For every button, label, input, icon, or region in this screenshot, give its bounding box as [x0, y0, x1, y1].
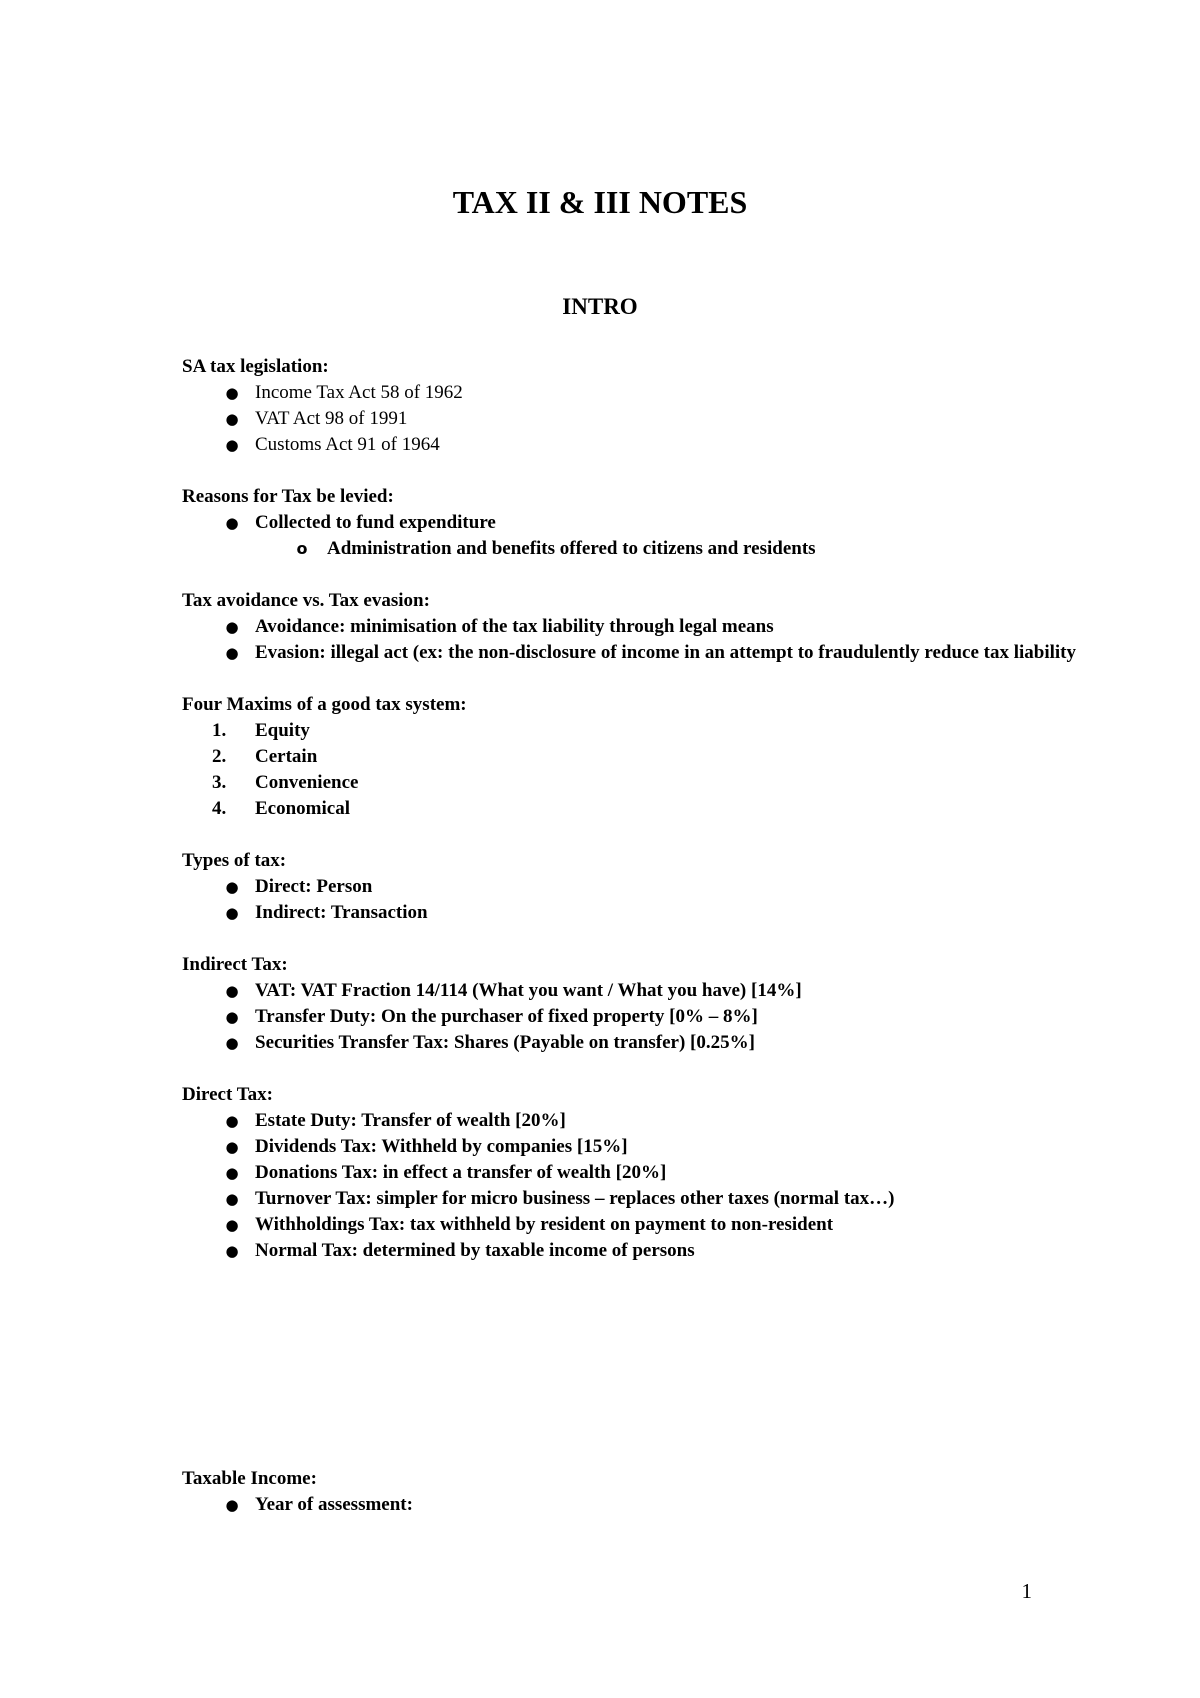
list-item: ● Avoidance: minimisation of the tax liability through legal means — [182, 614, 1122, 640]
section-heading: Taxable Income: — [182, 1468, 317, 1489]
bullet-icon: ● — [225, 982, 239, 1000]
section-avoidance-evasion — [182, 588, 1122, 666]
bullet-icon: ● — [225, 1216, 239, 1234]
list-item: ● Normal Tax: determined by taxable income of persons — [182, 1238, 1122, 1264]
section-heading: Indirect Tax: — [182, 954, 288, 975]
list-item: ● Withholdings Tax: tax withheld by resident on payment to non-resident — [182, 1212, 1122, 1238]
list-item: 1. Equity — [182, 718, 1122, 744]
bullet-list — [182, 614, 1122, 666]
bullet-icon: ● — [225, 1164, 239, 1182]
list-item: 4. Economical — [182, 796, 1122, 822]
list-item: 3. Convenience — [182, 770, 1122, 796]
bullet-icon: ● — [225, 618, 239, 636]
bullet-list — [182, 380, 1122, 458]
bullet-icon: ● — [225, 1190, 239, 1208]
list-item: ● Estate Duty: Transfer of wealth [20%] — [182, 1108, 1122, 1134]
bullet-icon: ● — [225, 1034, 239, 1052]
list-item: ● Turnover Tax: simpler for micro business – replaces other taxes (normal tax…) — [182, 1186, 1122, 1212]
section-heading: SA tax legislation: — [182, 356, 329, 377]
section-heading: Direct Tax: — [182, 1084, 273, 1105]
list-item: ● Year of assessment: — [182, 1492, 1122, 1518]
list-item: ● Evasion: illegal act (ex: the non-disclosure of income in an attempt to fraudulently reduce tax liability — [182, 640, 1122, 666]
bullet-icon: ● — [225, 514, 239, 532]
bullet-icon: ● — [225, 904, 239, 922]
notes-content — [182, 354, 1122, 1544]
bullet-icon: ● — [225, 1138, 239, 1156]
list-item: ● Customs Act 91 of 1964 — [182, 432, 1122, 458]
bullet-icon: ● — [225, 384, 239, 402]
section-heading: Reasons for Tax be levied: — [182, 486, 394, 507]
list-item: ● Direct: Person — [182, 874, 1122, 900]
section-heading: Types of tax: — [182, 850, 287, 871]
bullet-icon: ● — [225, 644, 239, 662]
bullet-list — [182, 978, 1122, 1056]
section-four-maxims — [182, 692, 1122, 822]
section-taxable-income — [182, 1466, 1122, 1518]
list-item: ● Dividends Tax: Withheld by companies [15%] — [182, 1134, 1122, 1160]
list-item: ● Transfer Duty: On the purchaser of fixed property [0% – 8%] — [182, 1004, 1122, 1030]
list-item: ● VAT: VAT Fraction 14/114 (What you want / What you have) [14%] — [182, 978, 1122, 1004]
bullet-list — [182, 874, 1122, 926]
bullet-list — [182, 1492, 1122, 1518]
sub-list-item: o Administration and benefits offered to citizens and residents — [182, 536, 1122, 562]
circle-bullet-icon: o — [296, 539, 308, 558]
numbered-list — [182, 718, 1122, 822]
list-item: ● Indirect: Transaction — [182, 900, 1122, 926]
document-title: TAX II & III NOTES — [452, 184, 748, 220]
section-legislation — [182, 354, 1122, 458]
bullet-icon: ● — [225, 878, 239, 896]
list-number: 4. — [212, 798, 227, 819]
list-item: ● Donations Tax: in effect a transfer of wealth [20%] — [182, 1160, 1122, 1186]
bullet-list — [182, 510, 1122, 562]
section-types-of-tax — [182, 848, 1122, 926]
bullet-icon: ● — [225, 410, 239, 428]
bullet-icon: ● — [225, 436, 239, 454]
section-indirect-tax — [182, 952, 1122, 1056]
section-heading: Tax avoidance vs. Tax evasion: — [182, 590, 430, 611]
list-item: ● VAT Act 98 of 1991 — [182, 406, 1122, 432]
page-number: 1 — [1021, 1579, 1032, 1603]
bullet-icon: ● — [225, 1496, 239, 1514]
section-reasons — [182, 484, 1122, 562]
list-number: 3. — [212, 772, 227, 793]
bullet-list — [182, 1108, 1122, 1264]
list-item: ● Income Tax Act 58 of 1962 — [182, 380, 1122, 406]
section-direct-tax — [182, 1082, 1122, 1264]
section-heading: Four Maxims of a good tax system: — [182, 694, 467, 715]
list-item: ● Securities Transfer Tax: Shares (Payable on transfer) [0.25%] — [182, 1030, 1122, 1056]
list-number: 1. — [212, 720, 227, 741]
section-title-intro: INTRO — [562, 294, 638, 319]
bullet-icon: ● — [225, 1242, 239, 1260]
blank-space — [182, 1290, 1122, 1466]
bullet-icon: ● — [225, 1008, 239, 1026]
list-number: 2. — [212, 746, 227, 767]
list-item: 2. Certain — [182, 744, 1122, 770]
bullet-icon: ● — [225, 1112, 239, 1130]
list-item: ● Collected to fund expenditure — [182, 510, 1122, 536]
